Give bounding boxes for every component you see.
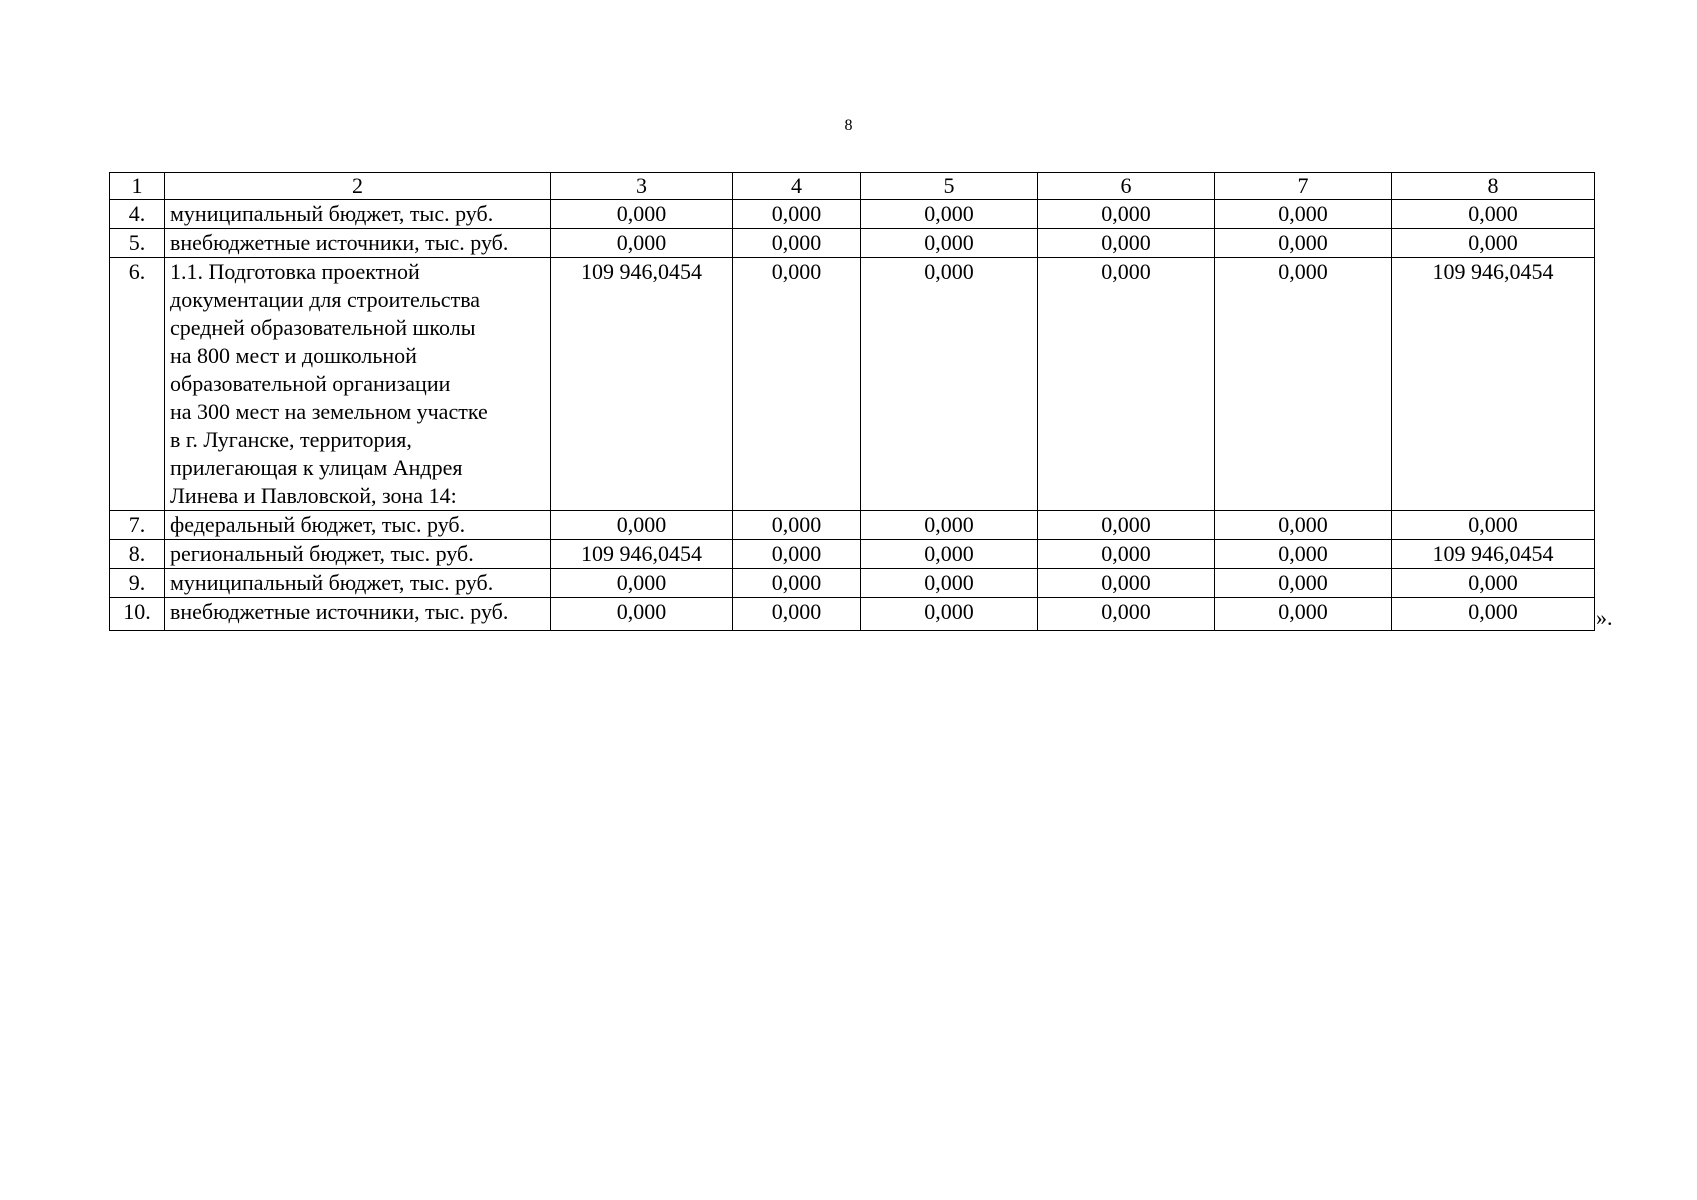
value-cell: 0,000 <box>733 540 861 569</box>
row-label: внебюджетные источники, тыс. руб. <box>165 229 551 258</box>
row-label-multiline <box>165 258 551 511</box>
value-cell: 109 946,0454 <box>1392 258 1595 511</box>
header-cell: 1 <box>110 173 165 200</box>
value-cell: 0,000 <box>1215 511 1392 540</box>
value-cell: 0,000 <box>861 200 1038 229</box>
header-cell: 5 <box>861 173 1038 200</box>
value-cell: 0,000 <box>1038 511 1215 540</box>
row-label: муниципальный бюджет, тыс. руб. <box>165 200 551 229</box>
value-cell: 0,000 <box>733 511 861 540</box>
row-label-line: средней образовательной школы <box>170 315 476 340</box>
row-number: 6. <box>110 258 165 511</box>
value-cell: 109 946,0454 <box>551 540 733 569</box>
value-cell: 0,000 <box>733 229 861 258</box>
value-cell: 0,000 <box>1038 200 1215 229</box>
header-cell: 4 <box>733 173 861 200</box>
value-cell: 0,000 <box>1215 229 1392 258</box>
header-cell: 2 <box>165 173 551 200</box>
value-cell: 0,000 <box>551 511 733 540</box>
value-cell: 0,000 <box>1215 258 1392 511</box>
value-cell: 0,000 <box>1215 598 1392 631</box>
value-cell: 0,000 <box>861 569 1038 598</box>
value-cell: 0,000 <box>861 258 1038 511</box>
closing-quote-mark: ». <box>1596 605 1613 630</box>
value-cell: 109 946,0454 <box>551 258 733 511</box>
value-cell: 0,000 <box>1392 598 1595 631</box>
value-cell: 0,000 <box>551 598 733 631</box>
table-row <box>110 540 1595 569</box>
value-cell: 0,000 <box>733 258 861 511</box>
value-cell: 0,000 <box>861 598 1038 631</box>
budget-table <box>109 172 1595 631</box>
value-cell: 0,000 <box>1038 258 1215 511</box>
table-row <box>110 200 1595 229</box>
table-row <box>110 511 1595 540</box>
header-cell: 6 <box>1038 173 1215 200</box>
value-cell: 0,000 <box>861 229 1038 258</box>
table-row <box>110 229 1595 258</box>
row-number: 10. <box>110 598 165 631</box>
value-cell: 0,000 <box>1038 569 1215 598</box>
value-cell: 0,000 <box>733 569 861 598</box>
row-label: региональный бюджет, тыс. руб. <box>165 540 551 569</box>
row-label-line: документации для строительства <box>170 287 481 312</box>
value-cell: 0,000 <box>1392 569 1595 598</box>
value-cell: 0,000 <box>551 229 733 258</box>
row-number: 4. <box>110 200 165 229</box>
value-cell: 0,000 <box>1392 229 1595 258</box>
table-header-row <box>110 173 1595 200</box>
value-cell: 0,000 <box>1392 511 1595 540</box>
row-number: 5. <box>110 229 165 258</box>
row-label-line: образовательной организации <box>170 371 451 396</box>
row-label-line: прилегающая к улицам Андрея <box>170 455 463 480</box>
value-cell: 0,000 <box>1215 569 1392 598</box>
value-cell: 0,000 <box>1038 229 1215 258</box>
row-label-line: 1.1. Подготовка проектной <box>170 259 420 284</box>
value-cell: 0,000 <box>861 511 1038 540</box>
row-label-line: на 300 мест на земельном участке <box>170 399 488 424</box>
value-cell: 0,000 <box>1392 200 1595 229</box>
row-label-line: в г. Луганске, территория, <box>170 427 412 452</box>
header-cell: 3 <box>551 173 733 200</box>
value-cell: 0,000 <box>733 200 861 229</box>
header-cell: 8 <box>1392 173 1595 200</box>
table-row <box>110 569 1595 598</box>
row-label: внебюджетные источники, тыс. руб. <box>165 598 551 631</box>
value-cell: 0,000 <box>551 569 733 598</box>
value-cell: 0,000 <box>733 598 861 631</box>
row-label: муниципальный бюджет, тыс. руб. <box>165 569 551 598</box>
page-number: 8 <box>844 117 853 134</box>
table-row <box>110 598 1595 631</box>
table-row <box>110 258 1595 511</box>
row-number: 9. <box>110 569 165 598</box>
row-number: 7. <box>110 511 165 540</box>
value-cell: 0,000 <box>1215 200 1392 229</box>
row-label-line: на 800 мест и дошкольной <box>170 343 417 368</box>
value-cell: 0,000 <box>1038 598 1215 631</box>
header-cell: 7 <box>1215 173 1392 200</box>
value-cell: 109 946,0454 <box>1392 540 1595 569</box>
row-label-line: Линева и Павловской, зона 14: <box>170 483 457 508</box>
value-cell: 0,000 <box>1215 540 1392 569</box>
row-number: 8. <box>110 540 165 569</box>
value-cell: 0,000 <box>861 540 1038 569</box>
value-cell: 0,000 <box>551 200 733 229</box>
row-label: федеральный бюджет, тыс. руб. <box>165 511 551 540</box>
value-cell: 0,000 <box>1038 540 1215 569</box>
